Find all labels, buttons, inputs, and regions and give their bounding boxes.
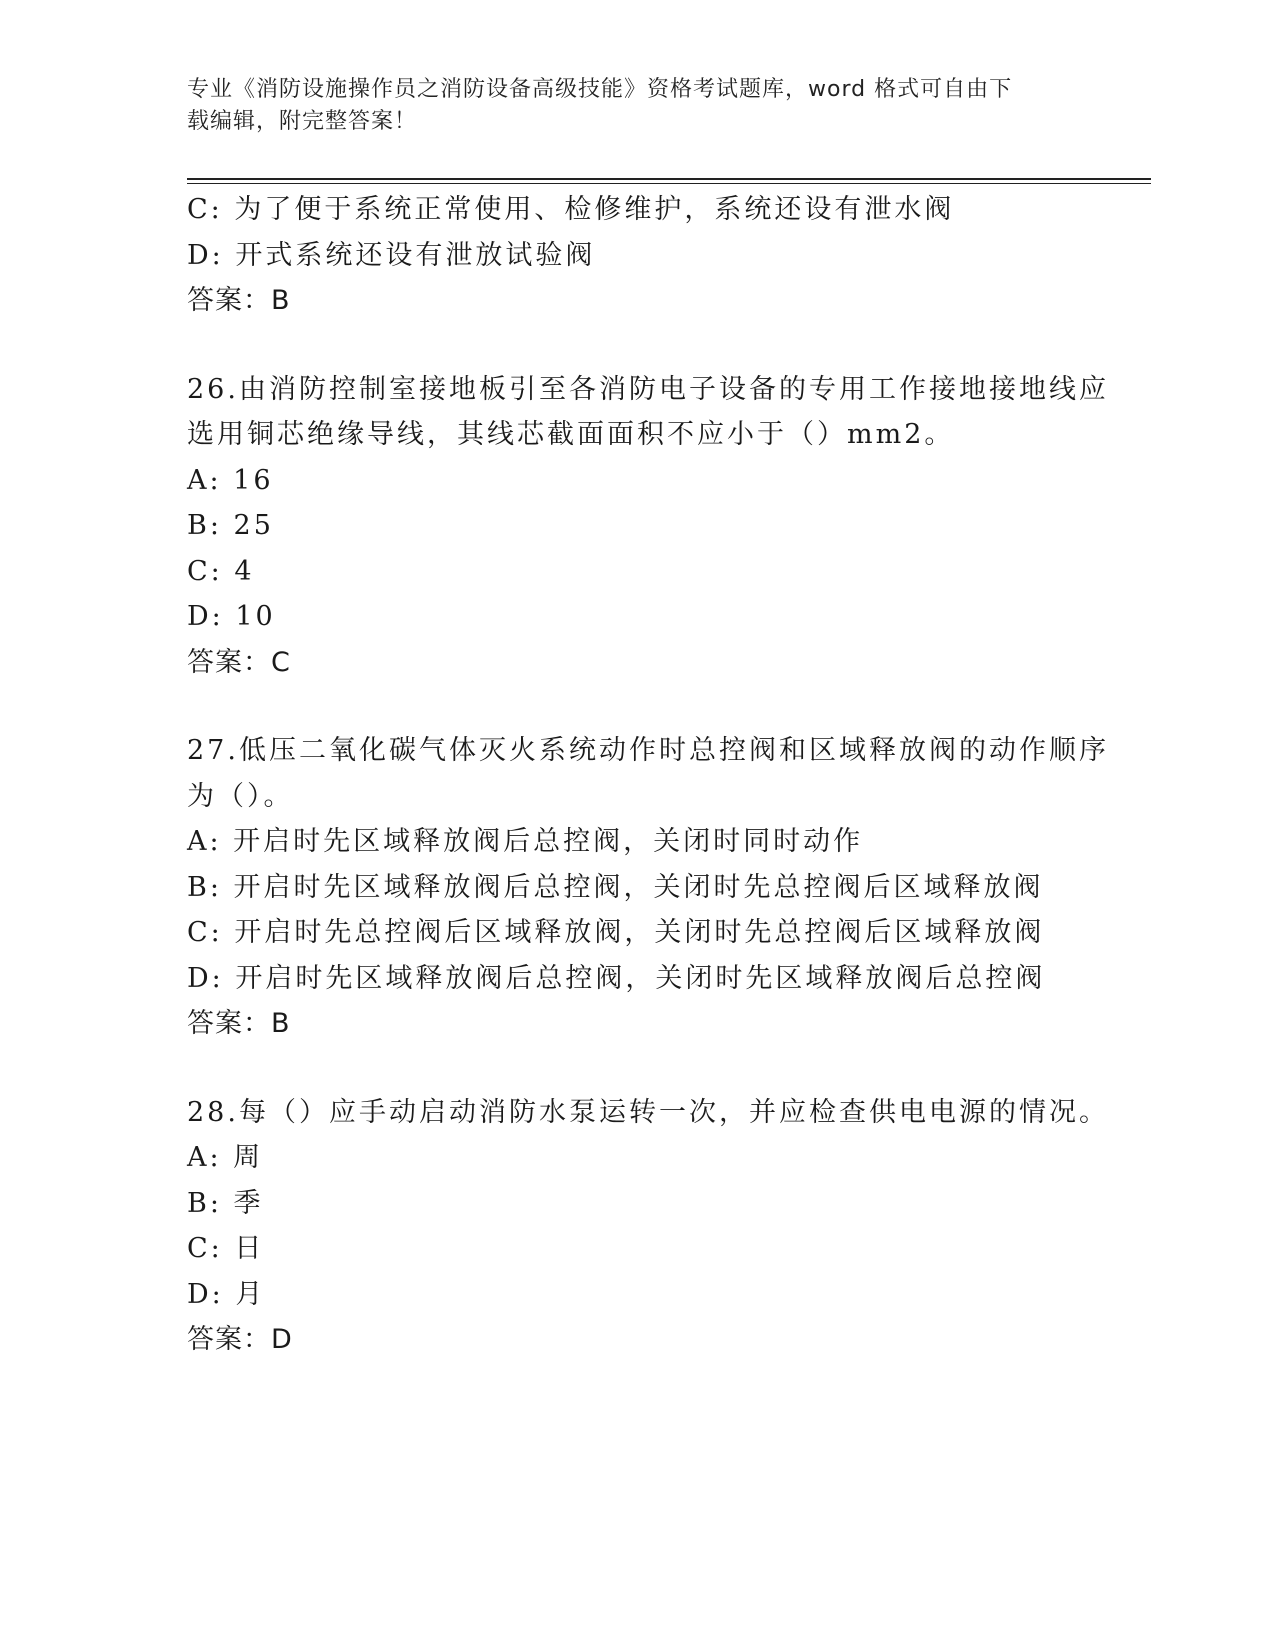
question-stem-line-2: 选用铜芯绝缘导线，其线芯截面面积不应小于（）mm2。 <box>187 419 955 450</box>
option-d: D: 10 <box>187 601 276 632</box>
question-stem-line-1: 28.每（）应手动启动消防水泵运转一次，并应检查供电电源的情况。 <box>187 1096 1109 1128</box>
option-b: B: 季 <box>187 1187 264 1219</box>
spacer <box>187 324 1087 367</box>
question-27 <box>187 728 1109 1047</box>
option-c: C: 4 <box>187 555 255 587</box>
spacer <box>187 685 1087 728</box>
question-list <box>187 187 1109 1363</box>
option-b: B: 25 <box>187 510 274 541</box>
option-b: B: 开启时先区域释放阀后总控阀，关闭时先总控阀后区域释放阀 <box>187 871 1044 903</box>
option-d: D: 开启时先区域释放阀后总控阀，关闭时先区域释放阀后总控阀 <box>187 962 1046 994</box>
option-a: A: 周 <box>187 1142 264 1173</box>
header-line-1: 专业《消防设施操作员之消防设备高级技能》资格考试题库，word 格式可自由下 <box>187 77 1013 102</box>
spacer <box>187 1047 1087 1090</box>
option-c: C: 为了便于系统正常使用、检修维护，系统还设有泄水阀 <box>187 194 955 225</box>
question-25-tail <box>187 187 1087 324</box>
question-stem-line-1: 27.低压二氧化碳气体灭火系统动作时总控阀和区域释放阀的动作顺序 <box>187 735 1109 766</box>
option-d: D: 开式系统还设有泄放试验阀 <box>187 239 596 271</box>
question-28 <box>187 1090 1109 1363</box>
option-a: A: 开启时先区域释放阀后总控阀，关闭时同时动作 <box>187 826 864 857</box>
question-stem-line-2: 为（）。 <box>187 780 294 812</box>
option-c: C: 开启时先总控阀后区域释放阀，关闭时先总控阀后区域释放阀 <box>187 917 1045 948</box>
answer-line: 答案：B <box>187 1008 291 1039</box>
question-26 <box>187 367 1109 686</box>
option-a: A: 16 <box>187 464 274 496</box>
header-divider-thick <box>187 178 1151 180</box>
document-header <box>187 74 1067 138</box>
answer-line: 答案：C <box>187 646 291 678</box>
answer-line: 答案：D <box>187 1324 293 1355</box>
option-c: C: 日 <box>187 1233 265 1264</box>
header-divider-thin <box>187 183 1151 184</box>
header-line-2: 载编辑，附完整答案！ <box>187 109 418 134</box>
question-stem-line-1: 26.由消防控制室接地板引至各消防电子设备的专用工作接地接地线应 <box>187 373 1109 405</box>
answer-line: 答案：B <box>187 285 291 316</box>
option-d: D: 月 <box>187 1278 266 1310</box>
